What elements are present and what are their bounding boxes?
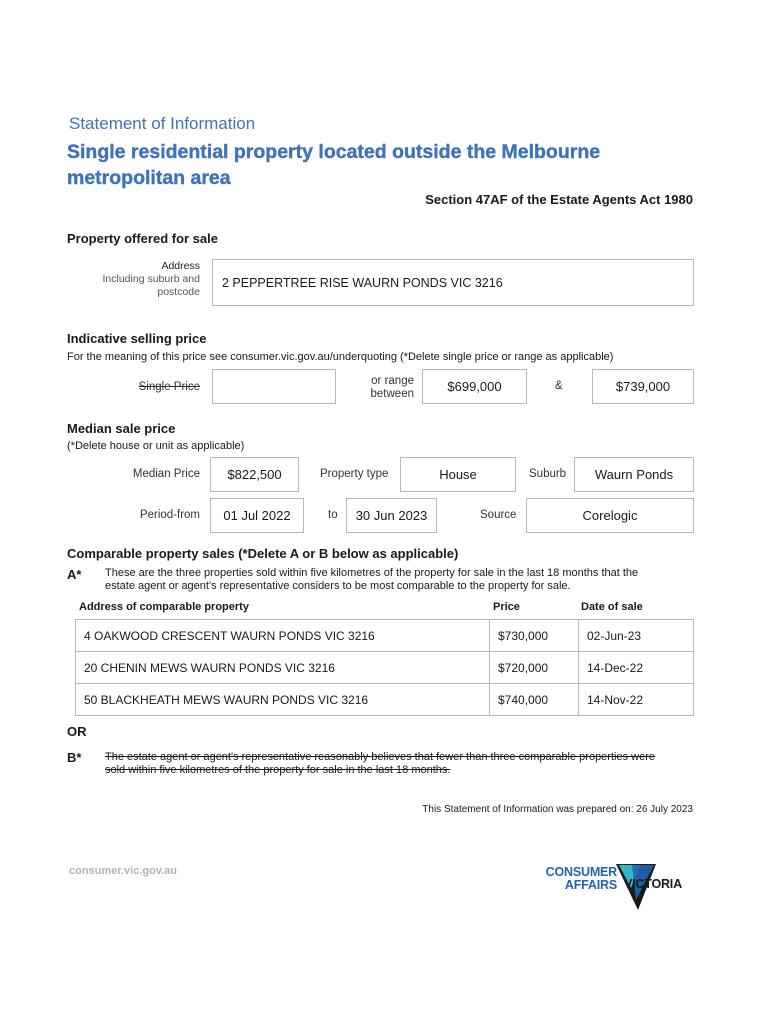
footer-website[interactable]: consumer.vic.gov.au bbox=[69, 865, 178, 877]
row-address[interactable]: 4 OAKWOOD CRESCENT WAURN PONDS VIC 3216 bbox=[76, 620, 490, 652]
range-ampersand: & bbox=[555, 380, 563, 392]
suburb-field[interactable] bbox=[574, 457, 694, 492]
property-type-value: House bbox=[439, 467, 477, 482]
row-price[interactable]: $730,000 bbox=[490, 620, 579, 652]
table-row bbox=[76, 620, 694, 652]
range-label-line: or range bbox=[371, 375, 414, 387]
median-price-value: $822,500 bbox=[227, 467, 282, 482]
address-label bbox=[103, 260, 201, 299]
range-label-line: between bbox=[370, 388, 414, 400]
range-high-value: $739,000 bbox=[615, 379, 671, 394]
single-price-field[interactable] bbox=[212, 369, 336, 404]
option-a-text bbox=[105, 567, 695, 593]
col-price-header: Price bbox=[493, 601, 520, 613]
main-title: Single residential property located outside the Melbourne metropolitan area bbox=[67, 141, 601, 189]
row-address[interactable]: 20 CHENIN MEWS WAURN PONDS VIC 3216 bbox=[76, 652, 490, 684]
consumer-affairs-logo bbox=[532, 864, 702, 910]
period-to-field[interactable] bbox=[346, 498, 437, 533]
address-label-line: postcode bbox=[157, 286, 200, 298]
address-value: 2 PEPPERTREE RISE WAURN PONDS VIC 3216 bbox=[222, 275, 503, 290]
selling-price-note: For the meaning of this price see consumer.vic.gov.au/underquoting (*Delete single price or range as applicable) bbox=[67, 351, 614, 363]
suburb-value: Waurn Ponds bbox=[594, 467, 674, 482]
statement-title: Statement of Information bbox=[69, 114, 256, 133]
option-b-text bbox=[105, 751, 695, 777]
option-a-line: These are the three properties sold within five kilometres of the property for sale in the last 18 months that the bbox=[105, 567, 639, 579]
property-type-label: Property type bbox=[320, 468, 389, 480]
row-price[interactable]: $720,000 bbox=[490, 652, 579, 684]
comparable-heading: Comparable property sales (*Delete A or B below as applicable) bbox=[67, 546, 459, 561]
row-address[interactable]: 50 BLACKHEATH MEWS WAURN PONDS VIC 3216 bbox=[76, 684, 490, 716]
source-label: Source bbox=[480, 509, 517, 521]
period-from-value: 01 Jul 2022 bbox=[223, 508, 291, 523]
option-a-marker: A* bbox=[67, 567, 82, 582]
range-low-field[interactable] bbox=[422, 369, 527, 404]
address-label-line: Including suburb and bbox=[102, 273, 200, 285]
row-price[interactable]: $740,000 bbox=[490, 684, 579, 716]
or-label: OR bbox=[67, 724, 87, 739]
range-label bbox=[350, 375, 414, 401]
option-b-line: The estate agent or agent's representative reasonably believes that fewer than three comparable properties were bbox=[105, 751, 655, 763]
row-date[interactable]: 02-Jun-23 bbox=[579, 620, 694, 652]
logo-line: CONSUMER bbox=[545, 865, 617, 879]
median-price-label: Median Price bbox=[132, 468, 200, 480]
source-value: Corelogic bbox=[582, 508, 638, 523]
table-row bbox=[76, 652, 694, 684]
option-a-line: estate agent or agent's representative considers to be most comparable to the property for sale. bbox=[105, 580, 571, 592]
address-label-line: Address bbox=[161, 260, 200, 272]
property-type-field[interactable] bbox=[400, 457, 516, 492]
period-to-value: 30 Jun 2023 bbox=[355, 508, 428, 523]
col-date-header: Date of sale bbox=[581, 601, 643, 613]
comparable-table bbox=[75, 619, 694, 716]
row-date[interactable]: 14-Dec-22 bbox=[579, 652, 694, 684]
range-low-value: $699,000 bbox=[447, 379, 502, 394]
period-from-label: Period-from bbox=[139, 509, 200, 521]
median-price-field[interactable] bbox=[210, 457, 299, 492]
act-reference: Section 47AF of the Estate Agents Act 1980 bbox=[425, 192, 693, 207]
single-price-label: Single Price bbox=[138, 381, 200, 393]
option-b-line: sold within five kilometres of the property for sale in the last 18 months. bbox=[105, 764, 451, 776]
logo-line: AFFAIRS bbox=[564, 878, 617, 892]
median-heading: Median sale price bbox=[67, 421, 176, 436]
logo-victoria: VICTORIA bbox=[624, 877, 682, 891]
suburb-label: Suburb bbox=[529, 468, 567, 480]
property-heading: Property offered for sale bbox=[67, 231, 218, 246]
row-date[interactable]: 14-Nov-22 bbox=[579, 684, 694, 716]
address-field[interactable] bbox=[212, 259, 694, 306]
prepared-on: This Statement of Information was prepared on: 26 July 2023 bbox=[422, 804, 693, 815]
median-note: (*Delete house or unit as applicable) bbox=[67, 440, 245, 452]
option-b-marker: B* bbox=[67, 750, 82, 765]
period-from-field[interactable] bbox=[210, 498, 304, 533]
col-address-header: Address of comparable property bbox=[79, 601, 249, 613]
to-label: to bbox=[328, 509, 338, 521]
range-high-field[interactable] bbox=[592, 369, 694, 404]
selling-price-heading: Indicative selling price bbox=[67, 331, 207, 346]
table-row bbox=[76, 684, 694, 716]
source-field[interactable] bbox=[526, 498, 694, 533]
logo-wordmark bbox=[532, 866, 617, 892]
